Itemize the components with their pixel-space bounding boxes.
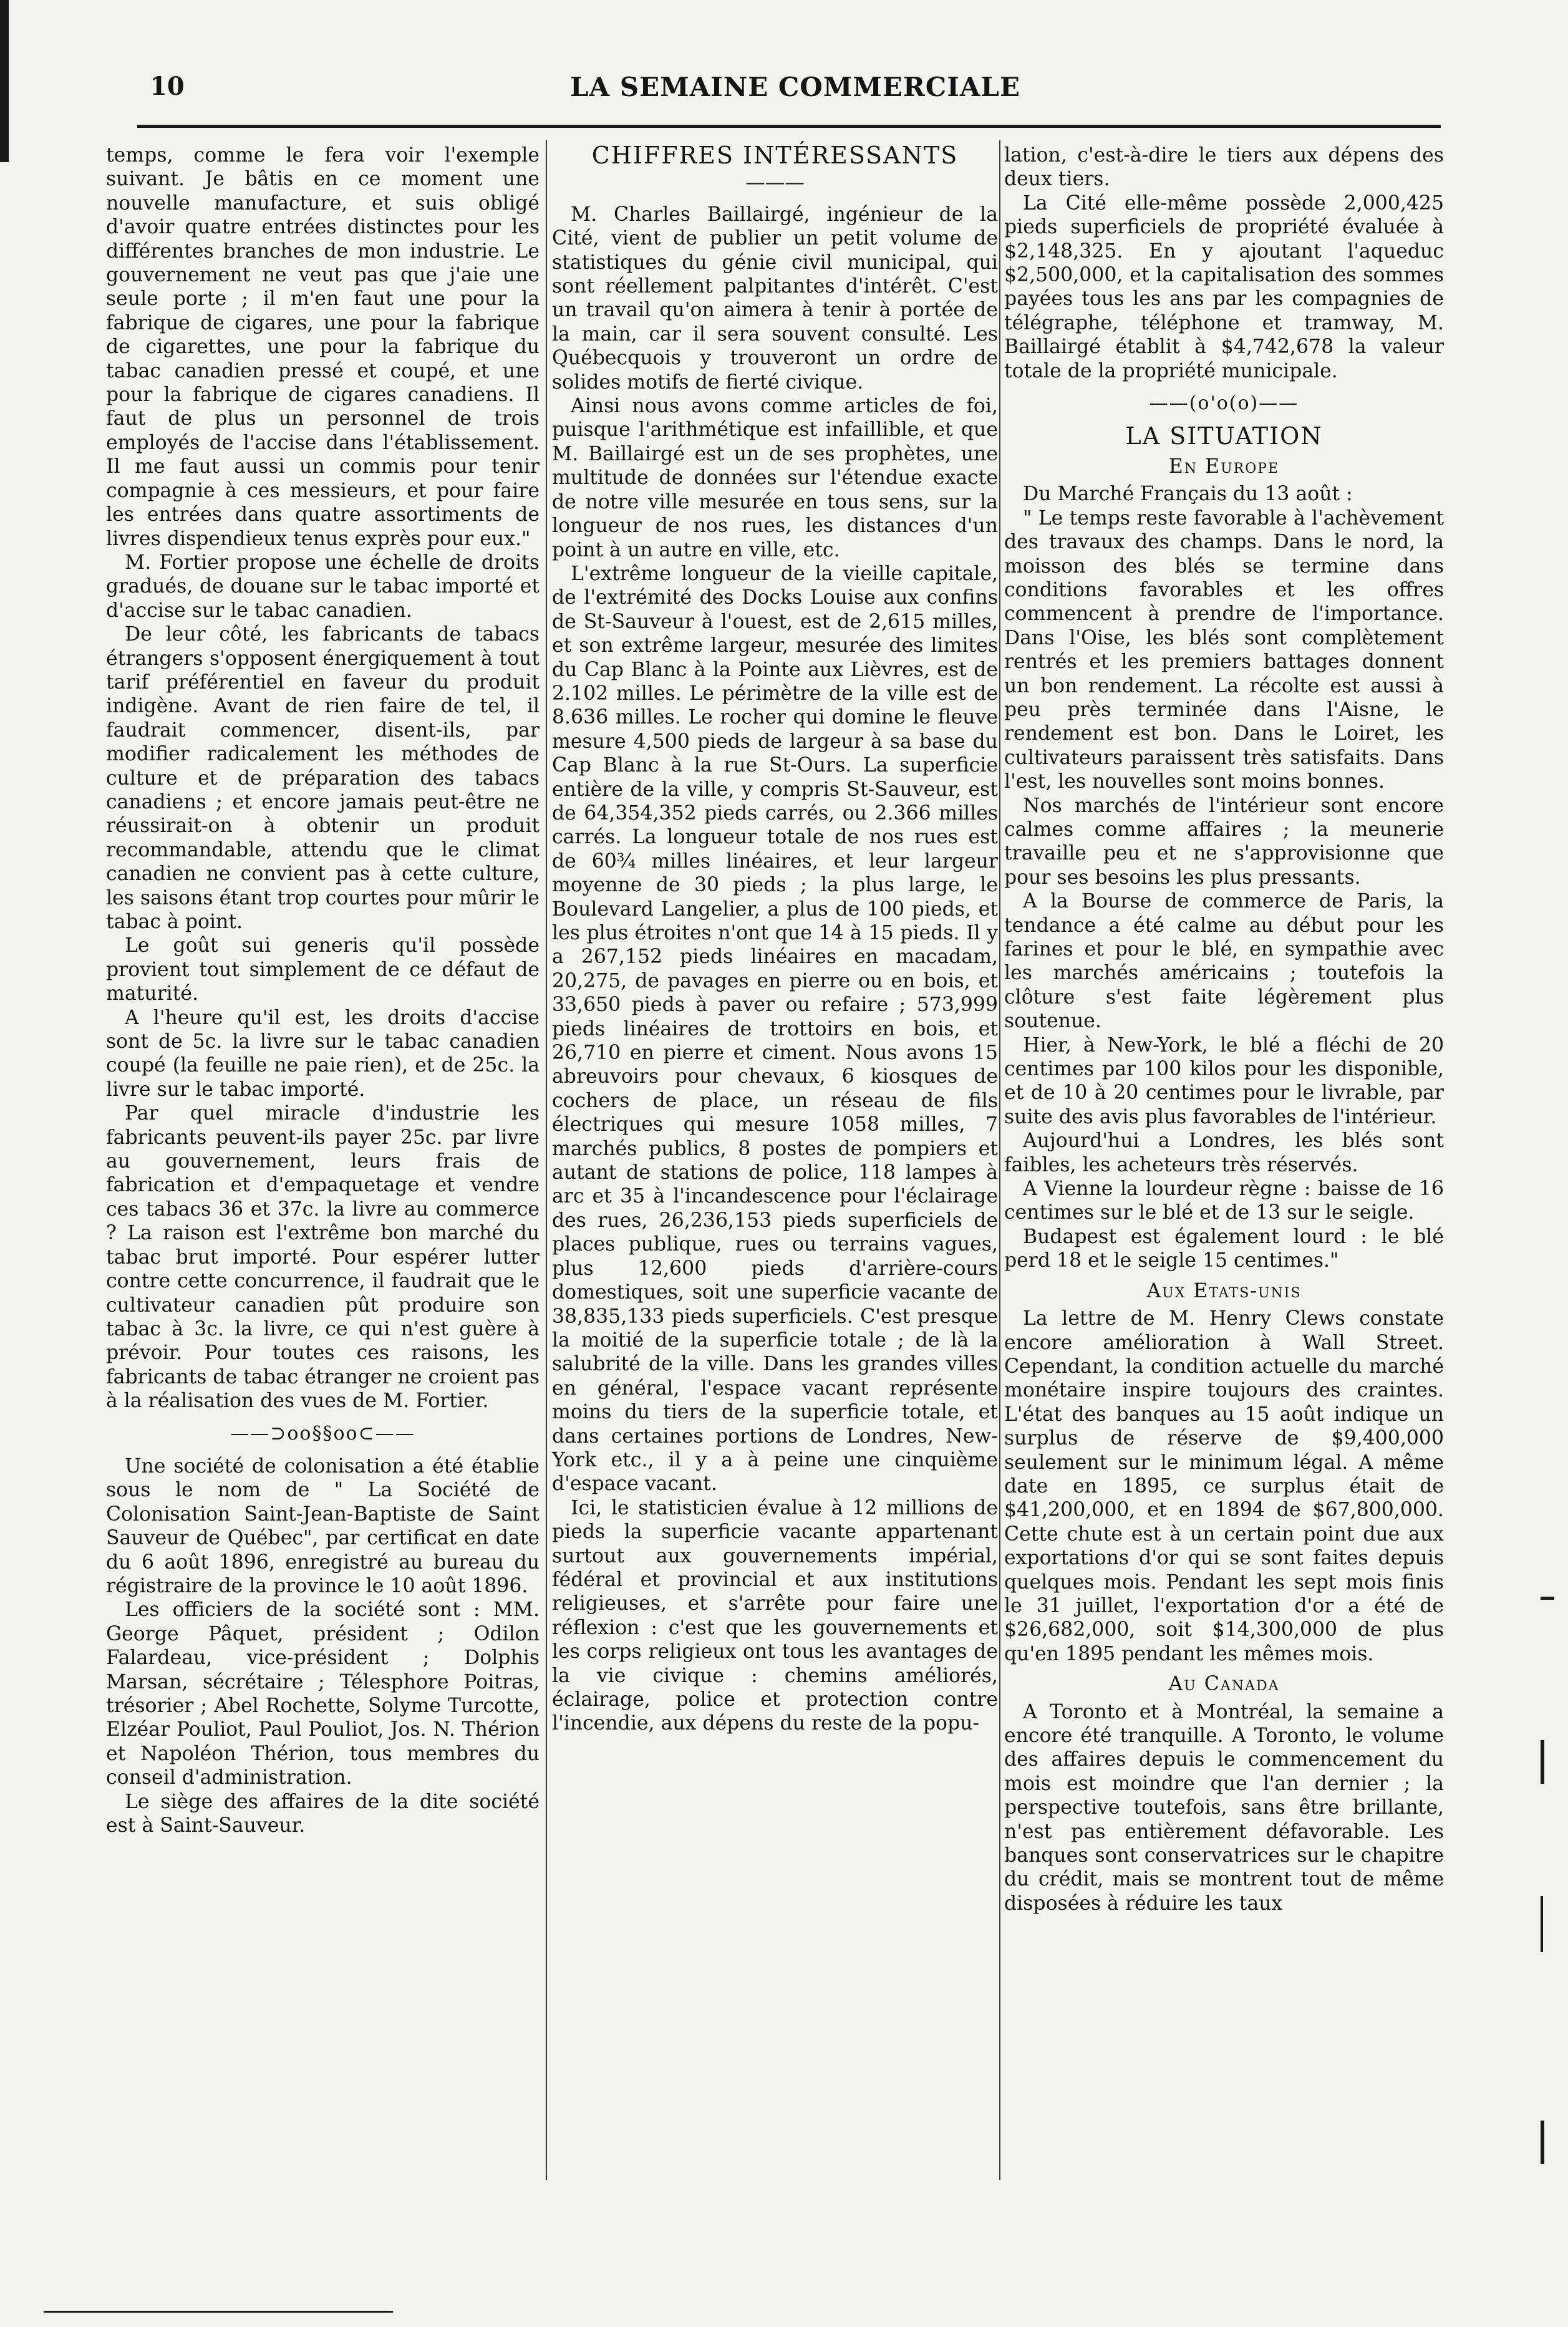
paragraph: Le siège des affaires de la dite société est à Saint-Sauveur. (106, 1790, 540, 1837)
paragraph: Aujourd'hui a Londres, les blés sont faibles, les acheteurs très réservés. (1004, 1130, 1444, 1176)
column-1 (106, 143, 540, 1837)
paragraph: M. Charles Baillairgé, ingénieur de la Cité, vient de publier un petit volume de statistiques du génie civil municipal, qui sont réellement palpitantes d'intérêt. C'est un travail qu'on aimera à tenir à portée de la main, car il sera souvent consulté. Les Québecquois y trouveront un ordre de solides motifs de fierté civique. (552, 203, 998, 394)
paragraph: lation, c'est-à-dire le tiers aux dépens des deux tiers. (1004, 144, 1444, 191)
subheading-europe: En Europe (1168, 455, 1280, 478)
page-header (150, 72, 1441, 115)
column-separator-2 (999, 140, 1000, 2180)
heading-dash: ——— (745, 172, 805, 195)
paragraph: Les officiers de la société sont : MM. George Pâquet, président ; Odilon Falardeau, vice-président ; Dolphis Marsan, sécrétaire ; Télesphore Poitras, trésorier ; Abel Rochette, Solyme Turcotte, Elzéar Pouliot, Paul Pouliot, Jos. N. Thérion et Napoléon Thérion, tous membres du conseil d'administration. (106, 1599, 540, 1789)
paragraph: Le goût sui generis qu'il possède provient tout simplement de ce défaut de maturité. (106, 934, 540, 1005)
paragraph: A Toronto et à Montréal, la semaine a encore été tranquille. A Toronto, le volume des affaires depuis le commencement du mois est moindre que l'an dernier ; la perspective toutefois, sans être brillante, n'est pas entièrement défavorable. Les banques sont conservatrices sur le chapitre du crédit, mais se montrent tout de même disposées à réduire les taux (1004, 1700, 1444, 1915)
ornament-divider: ——⊃oo§§oo⊂—— (230, 1422, 415, 1444)
column-separator-1 (546, 140, 547, 2180)
paragraph: temps, comme le fera voir l'exemple suivant. Je bâtis en ce moment une nouvelle manufacture, et suis obligé d'avoir quatre entrées distinctes pour les différentes branches de mon industrie. Le gouvernement ne veut pas que j'aie une seule porte ; il m'en faut une pour la fabrique de cigares, une pour la fabrique de cigarettes, une pour la fabrique du tabac canadien pressé et coupé, et une pour la fabrique de cigares canadiens. Il faut de plus un personnel de trois employés de l'accise dans l'établissement. Il me faut aussi un commis pour tenir compagnie à ces messieurs, et pour faire les entrées dans quatre assortiments de livres dispendieux tenus exprès pour eux." (106, 144, 540, 550)
page-edge-mark (0, 0, 9, 162)
margin-mark (1541, 2121, 1544, 2164)
paragraph: L'extrême longueur de la vieille capitale, de l'extrémité des Docks Louise aux confins de St-Sauveur à l'ouest, est de 2,615 milles, et son extrême largeur, mesurée des limites du Cap Blanc à la Pointe aux Lièvres, est de 2.102 milles. Le périmètre de la ville est de 8.636 milles. Le rocher qui domine le fleuve mesure 4,500 pieds de largeur à sa base du Cap Blanc à la rue St-Ours. La superficie entière de la ville, y compris St-Sauveur, est de 64,354,352 pieds carrés, ou 2.366 milles carrés. La longueur totale de nos rues est de 60¾ milles linéaires, et leur largeur moyenne de 30 pieds ; la plus large, le Boulevard Langelier, a plus de 100 pieds, et les plus étroites n'ont que 14 à 15 pieds. Il y a 267,152 pieds linéaires en macadam, 20,275, de pavages en pierre ou en bois, et 33,650 pieds à paver ou refaire ; 573,999 pieds linéaires de trottoirs en bois, et 26,710 en pierre et ciment. Nous avons 15 abreuvoirs pour chevaux, 6 kiosques de cochers de place, un réseau de fils électriques qui mesure 1058 milles, 7 marchés publics, 8 postes de pompiers et autant de stations de police, 118 lampes à arc et 35 à l'incandescence pour l'éclairage des rues, 26,236,153 pieds superficiels de places publique, rues ou terrains vagues, plus 12,600 pieds d'arrière-cours domestiques, soit une superficie vacante de 38,835,133 pieds superficiels. C'est presque la moitié de la superficie totale ; de là la salubrité de la ville. Dans les grandes villes en général, l'espace vacant représente moins du tiers de la superficie totale, et dans certaines portions de Londres, New-York etc., il y a à peine une cinquième d'espace vacant. (552, 562, 998, 1496)
margin-mark (1541, 1896, 1543, 1952)
paragraph: Hier, à New-York, le blé a fléchi de 20 centimes par 100 kilos pour les disponible, et de 10 à 20 centimes pour le livrable, par suite des avis plus favorables de l'intérieur. (1004, 1033, 1444, 1128)
paragraph: A la Bourse de commerce de Paris, la tendance a été calme au début pour les farines et pour le blé, en sympathie avec les marchés américains ; toutefois la clôture s'est faite légèrement plus soutenue. (1004, 890, 1444, 1033)
column-3 (1004, 143, 1444, 1915)
paragraph: M. Fortier propose une échelle de droits gradués, de douane sur le tabac importé et d'accise sur le tabac canadien. (106, 551, 540, 622)
margin-mark (1541, 1740, 1544, 1784)
section-heading: CHIFFRES INTÉRESSANTS (591, 142, 959, 169)
subheading-usa: Aux Etats-unis (1146, 1279, 1302, 1302)
paragraph: " Le temps reste favorable à l'achèvement des travaux des champs. Dans le nord, la moisson des blés se termine dans conditions favorables et les offres commencent à prendre de l'importance. Dans l'Oise, les blés sont complètement rentrés et les premiers battages donnent un bon rendement. La récolte est aussi à peu près terminée dans l'Aisne, le rendement est bon. Dans le Loiret, les cultivateurs paraissent très satisfaits. Dans l'est, les nouvelles sont moins bonnes. (1004, 506, 1444, 793)
ornament-divider: ——(o'o(o)—— (1149, 392, 1299, 415)
column-2 (552, 143, 998, 1736)
page-number: 10 (150, 72, 185, 101)
paragraph: De leur côté, les fabricants de tabacs étrangers s'opposent énergiquement à tout tarif préférentiel en faveur du produit indigène. Avant de rien faire de tel, il faudrait commencer, disent-ils, par modifier radicalement les méthodes de culture et de préparation des tabacs canadiens ; et encore jamais peut-être ne réussirait-on à obtenir un produit recommandable, attendu que le climat canadien ne convient pas à cette culture, les saisons étant trop courtes pour mûrir le tabac à point. (106, 623, 540, 933)
newspaper-title: LA SEMAINE COMMERCIALE (570, 72, 1020, 102)
paragraph: Ainsi nous avons comme articles de foi, puisque l'arithmétique est infaillible, et que M. Baillairgé est un de ses prophètes, une multitude de données sur l'étendue exacte de notre ville mesurée en tous sens, sur la longueur de nos rues, les distances d'un point à un autre en ville, etc. (552, 395, 998, 561)
margin-mark (1541, 1597, 1554, 1600)
paragraph: Du Marché Français du 13 août : (1023, 483, 1353, 506)
paragraph: La Cité elle-même possède 2,000,425 pieds superficiels de propriété évaluée à $2,148,325. En y ajoutant l'aqueduc $2,500,000, et la capitalisation des sommes payées tous les ans par les compagnies de télégraphe, téléphone et tramway, M. Baillairgé établit à $4,742,678 la valeur totale de la propriété municipale. (1004, 191, 1444, 382)
bottom-rule (44, 2311, 393, 2313)
paragraph: Par quel miracle d'industrie les fabricants peuvent-ils payer 25c. par livre au gouvernement, leurs frais de fabrication et d'empaquetage et vendre ces tabacs 36 et 37c. la livre au commerce ? La raison est l'extrême bon marché du tabac brut importé. Pour espérer lutter contre cette concurrence, il faudrait que le cultivateur canadien pût produire son tabac à 3c. la livre, ce qui n'est guère à prévoir. Pour toutes ces raisons, les fabricants de tabac étranger ne croient pas à la réalisation des vues de M. Fortier. (106, 1102, 540, 1413)
section-heading: LA SITUATION (1125, 422, 1323, 450)
paragraph: Budapest est également lourd : le blé perd 18 et le seigle 15 centimes." (1004, 1225, 1444, 1272)
paragraph: A Vienne la lourdeur règne : baisse de 16 centimes sur le blé et de 13 sur le seigle. (1004, 1178, 1444, 1224)
subheading-canada: Au Canada (1168, 1673, 1280, 1696)
paragraph: A l'heure qu'il est, les droits d'accise sont de 5c. la livre sur le tabac canadien coupé (la feuille ne paie rien), et de 25c. la livre sur le tabac importé. (106, 1006, 540, 1101)
header-rule (137, 125, 1441, 128)
paragraph: Nos marchés de l'intérieur sont encore calmes comme affaires ; la meunerie travaille peu et ne s'approvisionne que pour ses besoins les plus pressants. (1004, 794, 1444, 889)
paragraph: Ici, le statisticien évalue à 12 millions de pieds la superficie vacante appartenant surtout aux gouvernements impérial, fédéral et provincial et aux institutions religieuses, et s'arrête pour faire une réflexion : c'est que les gouvernements et les corps religieux ont tous les avantages de la vie civique : chemins améliorés, éclairage, police et protection contre l'incendie, aux dépens du reste de la popu- (552, 1496, 998, 1735)
paragraph: La lettre de M. Henry Clews constate encore amélioration à Wall Street. Cependant, la condition actuelle du marché monétaire inspire toujours des craintes. L'état des banques au 15 août indique un surplus de réserve de $9,400,000 seulement sur le minimum légal. A même date en 1895, ce surplus était de $41,200,000, et en 1894 de $67,800,000. Cette chute est à un certain point due aux exportations d'or qui se sont faites depuis quelques mois. Pendant les sept mois finis le 31 juillet, l'exportation d'or a été de $26,682,000, soit $14,300,000 de plus qu'en 1895 pendant les mêmes mois. (1004, 1307, 1444, 1665)
paragraph: Une société de colonisation a été établie sous le nom de " La Société de Colonisation Saint-Jean-Baptiste de Saint Sauveur de Québec", par certificat en date du 6 août 1896, enregistré au bureau du régistraire de la province le 10 août 1896. (106, 1454, 540, 1597)
